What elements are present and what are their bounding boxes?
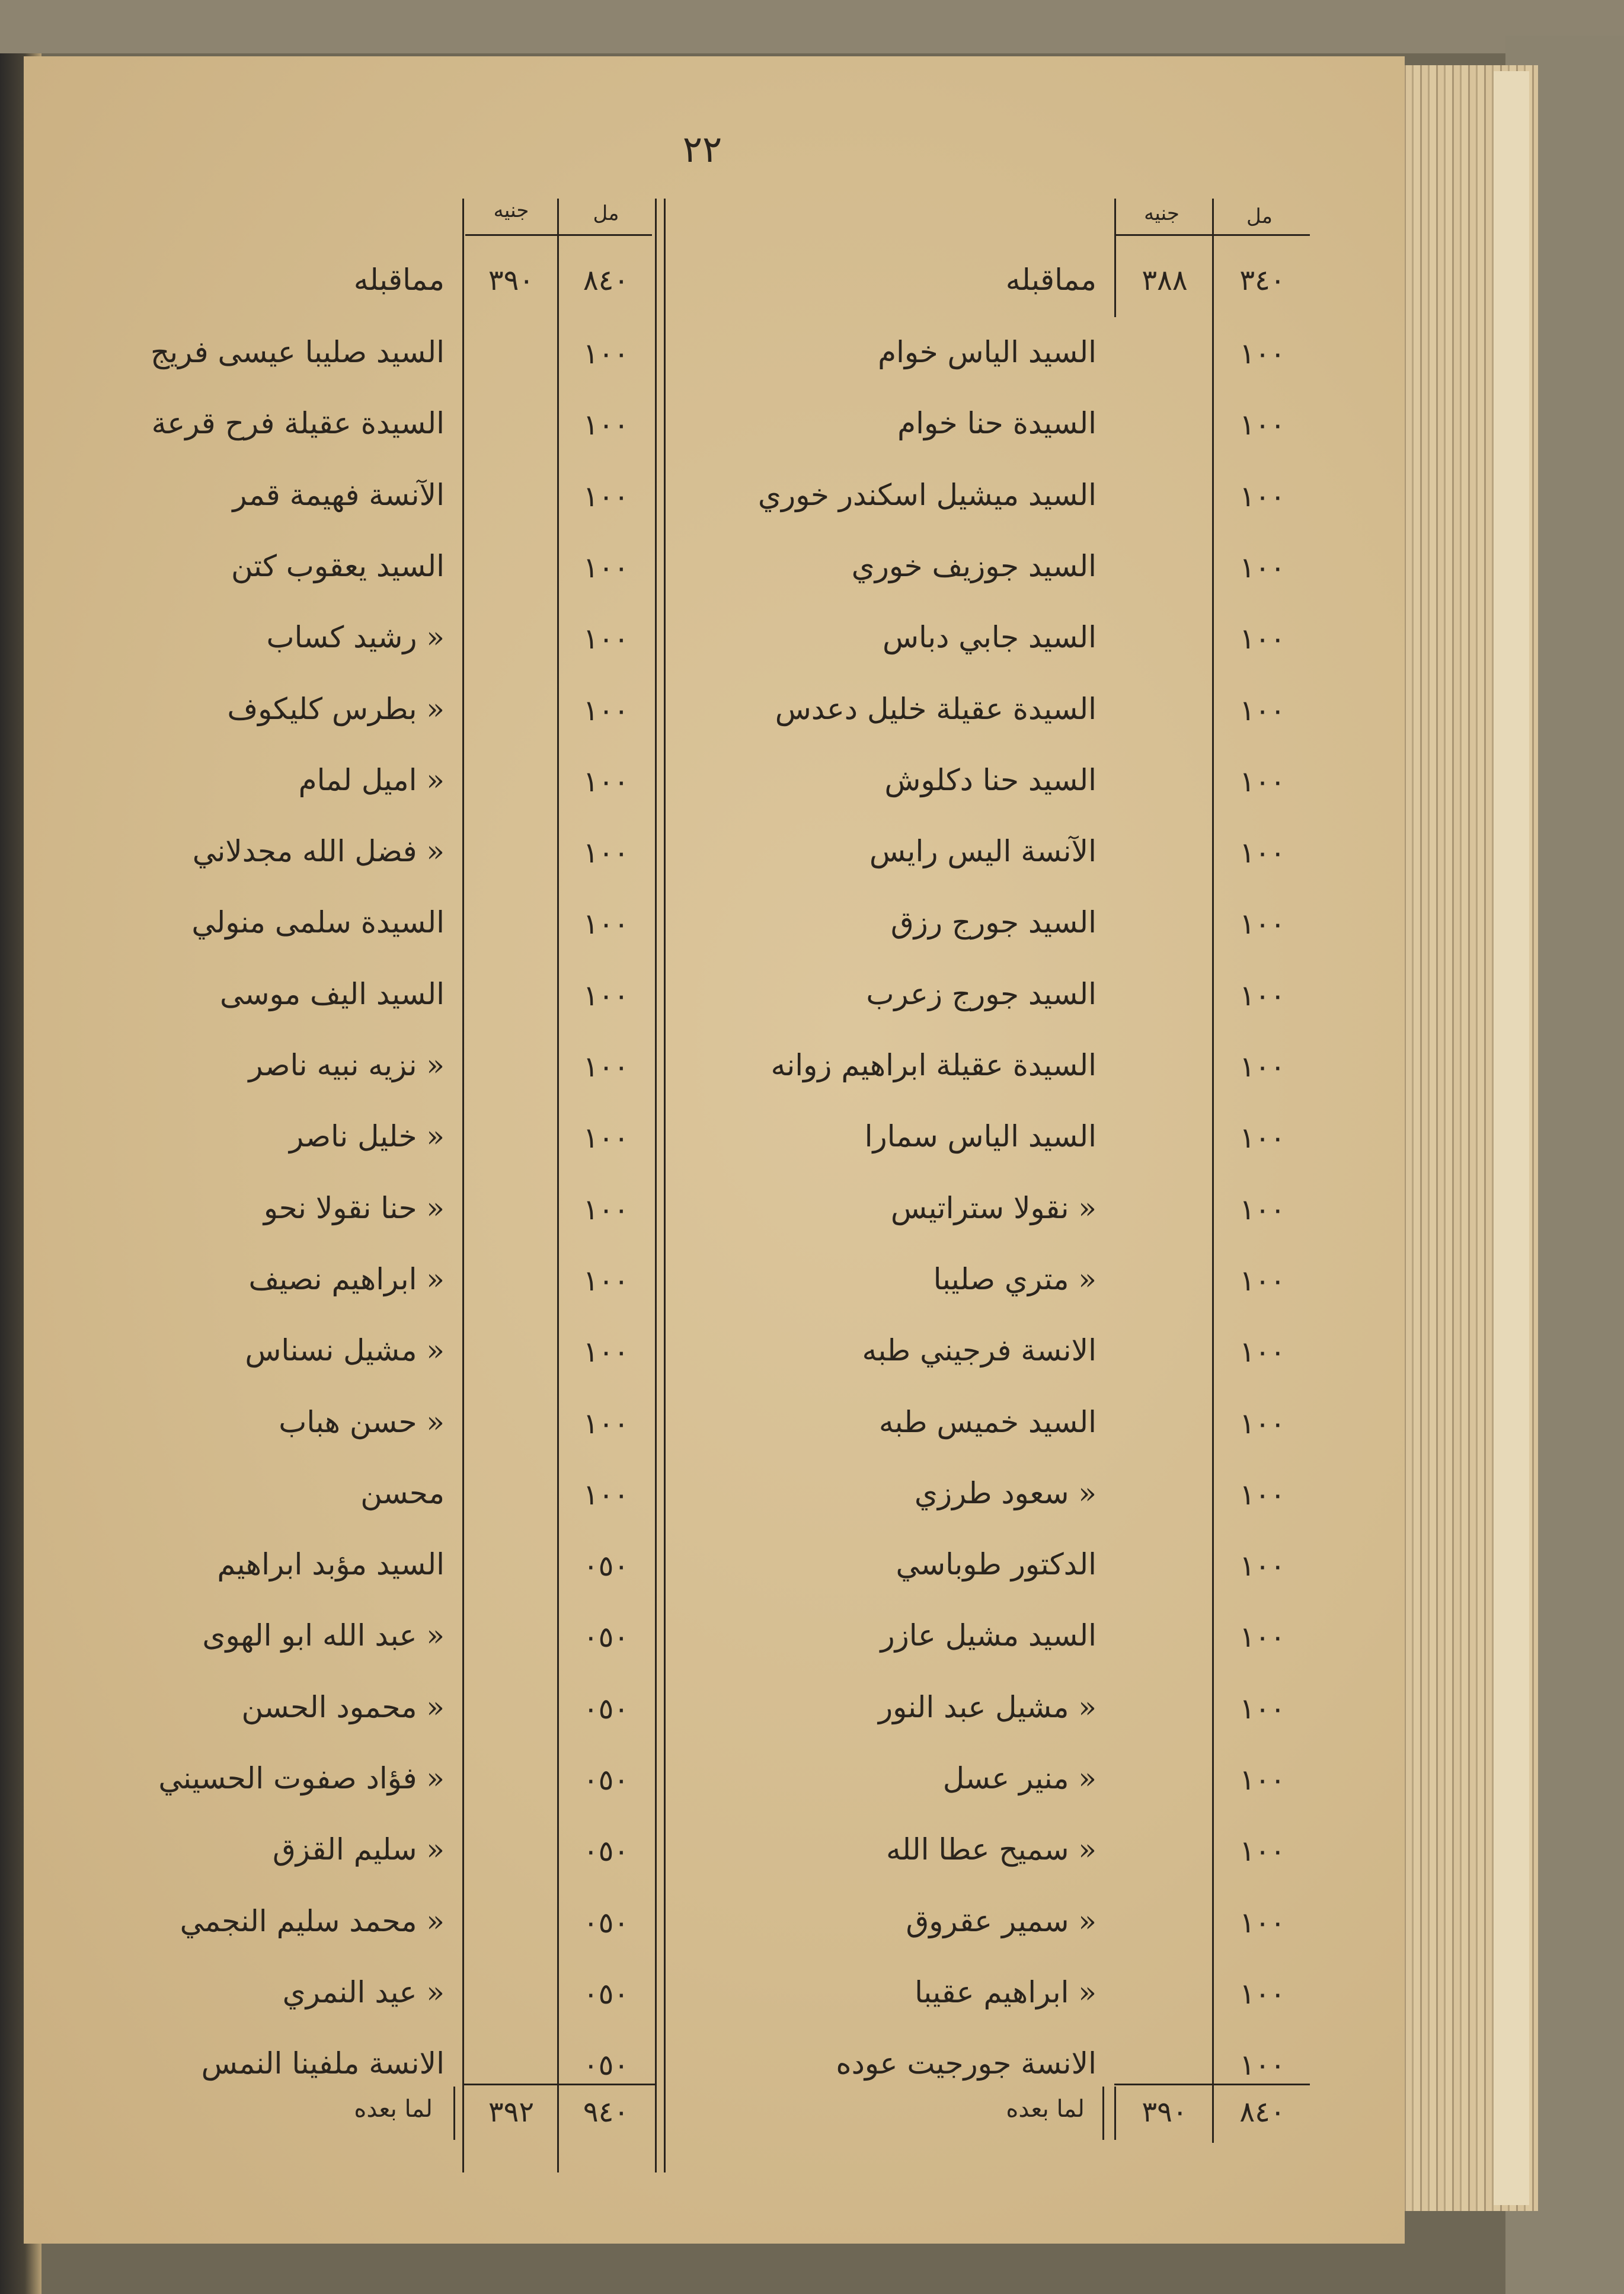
right-row-name: « منير عسل	[942, 1761, 1096, 1795]
right-row-name: السيد حنا دكلوش	[884, 763, 1096, 797]
left-row-name: « عيد النمري	[282, 1975, 445, 2009]
right-row-mil: ١٠٠	[1239, 765, 1286, 798]
right-row-name: السيد خميس طبه	[878, 1405, 1096, 1439]
left-row-name: « مشيل نسناس	[245, 1333, 445, 1368]
left-row-name: « بطرس كليكوف	[227, 692, 445, 726]
center-rule-b	[664, 199, 666, 2172]
left-row-name: « اميل لمام	[298, 763, 445, 797]
left-row-name: الآنسة فهيمة قمر	[232, 478, 445, 512]
right-row-name: السيد جوزيف خوري	[851, 549, 1096, 583]
left-header-mil: مل	[593, 202, 619, 225]
right-row-mil: ١٠٠	[1239, 480, 1286, 513]
left-row-mil: ١٠٠	[583, 979, 629, 1012]
left-row-name: السيد مؤبد ابراهيم	[217, 1547, 445, 1581]
right-row-mil: ١٠٠	[1239, 1549, 1286, 1583]
left-row-name: « حنا نقولا نحو	[263, 1191, 445, 1225]
left-row-name: الانسة ملفينا النمس	[201, 2046, 445, 2081]
left-row-mil: ١٠٠	[583, 1478, 629, 1512]
left-row-name: « ابراهيم نصيف	[248, 1262, 445, 1296]
book-cover-top	[0, 0, 1624, 53]
right-row-mil: ١٠٠	[1239, 1621, 1286, 1654]
right-row-name: السيد الياس خوام	[878, 335, 1096, 369]
page-number: ٢٢	[682, 127, 723, 171]
left-row-mil: ٠٥٠	[583, 1549, 629, 1583]
right-row-name: السيد الياس سمارا	[864, 1119, 1096, 1154]
right-total-label: لما بعده	[1006, 2095, 1085, 2123]
left-row-mil: ١٠٠	[583, 1122, 629, 1155]
right-row-name: السيد جورج زعرب	[866, 977, 1096, 1011]
right-row-name: « نقولا ستراتيس	[890, 1191, 1096, 1225]
left-row-mil: ٠٥٠	[583, 1835, 629, 1868]
left-divider-mil	[557, 199, 559, 2172]
right-row-name: السيد جابي دباس	[882, 620, 1096, 654]
left-carried-guineh: ٣٩٠	[488, 264, 535, 297]
left-row-mil: ١٠٠	[583, 551, 629, 584]
right-row-mil: ١٠٠	[1239, 1835, 1286, 1868]
left-row-mil: ١٠٠	[583, 337, 629, 370]
right-row-mil: ١٠٠	[1239, 1977, 1286, 2011]
right-row-mil: ١٠٠	[1239, 1763, 1286, 1797]
right-row-name: السيد مشيل عازر	[880, 1618, 1096, 1653]
right-carried-label: مماقبله	[1005, 263, 1096, 297]
left-total-mil: ٩٤٠	[583, 2095, 629, 2129]
right-row-name: « متري صليبا	[933, 1262, 1096, 1296]
left-row-name: محسن	[360, 1476, 445, 1510]
left-row-mil: ١٠٠	[583, 480, 629, 513]
left-row-name: « خليل ناصر	[289, 1119, 445, 1154]
right-header-guineh: جنيه	[1144, 202, 1179, 225]
right-total-divider-2	[1102, 2087, 1104, 2140]
left-row-name: « فؤاد صفوت الحسيني	[158, 1761, 445, 1795]
right-total-guineh: ٣٩٠	[1142, 2095, 1188, 2129]
left-row-mil: ٠٥٠	[583, 1906, 629, 1940]
right-row-mil: ١٠٠	[1239, 1478, 1286, 1512]
right-header-mil: مل	[1246, 205, 1273, 228]
left-header-guineh: جنيه	[493, 199, 529, 222]
left-row-mil: ١٠٠	[583, 622, 629, 656]
right-row-mil: ١٠٠	[1239, 836, 1286, 870]
right-row-name: الدكتور طوباسي	[896, 1547, 1096, 1581]
left-row-mil: ١٠٠	[583, 1193, 629, 1226]
right-row-mil: ١٠٠	[1239, 1906, 1286, 1940]
right-row-name: السيدة عقيلة ابراهيم زوانه	[771, 1048, 1096, 1082]
right-carried-mil: ٣٤٠	[1239, 264, 1286, 297]
right-row-mil: ١٠٠	[1239, 1193, 1286, 1226]
left-row-mil: ١٠٠	[583, 1407, 629, 1440]
right-total-mil: ٨٤٠	[1239, 2095, 1286, 2129]
left-total-rule	[462, 2084, 655, 2085]
left-row-name: « سليم القزق	[273, 1832, 445, 1867]
right-divider-guineh	[1114, 199, 1116, 317]
left-row-mil: ١٠٠	[583, 1335, 629, 1369]
right-total-rule	[1114, 2084, 1310, 2085]
left-total-divider	[453, 2087, 455, 2140]
right-row-mil: ١٠٠	[1239, 694, 1286, 727]
center-rule-a	[655, 199, 657, 2172]
left-row-name: « عبد الله ابو الهوى	[202, 1618, 445, 1653]
left-row-name: السيد اليف موسى	[219, 977, 445, 1011]
left-row-mil: ١٠٠	[583, 694, 629, 727]
right-row-mil: ١٠٠	[1239, 337, 1286, 370]
right-total-divider	[1114, 2087, 1116, 2140]
page	[24, 56, 1405, 2244]
right-row-name: السيدة حنا خوام	[897, 406, 1096, 440]
left-row-name: السيد صليبا عيسى فريج	[150, 335, 445, 369]
right-carried-guineh: ٣٨٨	[1142, 264, 1188, 297]
right-row-mil: ١٠٠	[1239, 908, 1286, 941]
page-edge-strip	[1494, 71, 1529, 2205]
left-row-mil: ٠٥٠	[583, 1763, 629, 1797]
right-row-mil: ١٠٠	[1239, 408, 1286, 442]
right-row-name: الآنسة اليس رايس	[869, 834, 1096, 868]
left-row-mil: ١٠٠	[583, 908, 629, 941]
left-total-label: لما بعده	[354, 2095, 433, 2123]
right-row-mil: ١٠٠	[1239, 1335, 1286, 1369]
left-row-mil: ٠٥٠	[583, 1692, 629, 1726]
left-row-name: السيد يعقوب كتن	[231, 549, 445, 583]
left-row-mil: ١٠٠	[583, 836, 629, 870]
left-row-name: « محمود الحسن	[241, 1690, 445, 1724]
right-row-mil: ١٠٠	[1239, 1122, 1286, 1155]
left-row-name: « حسن هباب	[279, 1405, 445, 1439]
left-row-mil: ١٠٠	[583, 1264, 629, 1298]
left-row-name: « نزيه نبيه ناصر	[248, 1048, 445, 1082]
right-row-name: السيد جورج رزق	[890, 905, 1096, 940]
left-row-name: « رشيد كساب	[266, 620, 445, 654]
right-row-name: « سميح عطا الله	[885, 1832, 1096, 1867]
left-row-mil: ٠٥٠	[583, 2049, 629, 2082]
right-row-mil: ١٠٠	[1239, 1050, 1286, 1084]
left-row-mil: ٠٥٠	[583, 1621, 629, 1654]
right-row-name: الانسة جورجيت عوده	[836, 2046, 1096, 2081]
right-row-name: « ابراهيم عقيبا	[915, 1975, 1096, 2009]
right-row-mil: ١٠٠	[1239, 1407, 1286, 1440]
right-row-name: السيد ميشيل اسكندر خوري	[757, 478, 1096, 512]
right-row-name: « سعود طرزي	[914, 1476, 1096, 1510]
right-row-name: « مشيل عبد النور	[878, 1690, 1096, 1724]
right-row-mil: ١٠٠	[1239, 1692, 1286, 1726]
right-row-name: الانسة فرجيني طبه	[862, 1333, 1096, 1368]
right-row-name: « سمير عقروق	[906, 1904, 1096, 1938]
left-row-mil: ٠٥٠	[583, 1977, 629, 2011]
left-total-guineh: ٣٩٢	[488, 2095, 535, 2129]
right-row-mil: ١٠٠	[1239, 979, 1286, 1012]
right-row-mil: ١٠٠	[1239, 622, 1286, 656]
left-row-name: « محمد سليم النجمي	[180, 1904, 445, 1938]
left-row-mil: ١٠٠	[583, 408, 629, 442]
left-row-name: « فضل الله مجدلاني	[192, 834, 445, 868]
left-row-name: السيدة عقيلة فرح قرعة	[151, 406, 445, 440]
left-carried-mil: ٨٤٠	[583, 264, 629, 297]
left-row-name: السيدة سلمى منولي	[191, 905, 445, 940]
left-divider-guineh	[462, 199, 464, 2172]
right-row-name: السيدة عقيلة خليل دعدس	[775, 692, 1096, 726]
left-row-mil: ١٠٠	[583, 1050, 629, 1084]
left-row-mil: ١٠٠	[583, 765, 629, 798]
right-divider-mil	[1212, 199, 1214, 2143]
right-row-mil: ١٠٠	[1239, 551, 1286, 584]
right-row-mil: ١٠٠	[1239, 2049, 1286, 2082]
left-carried-label: مماقبله	[353, 263, 445, 297]
right-row-mil: ١٠٠	[1239, 1264, 1286, 1298]
